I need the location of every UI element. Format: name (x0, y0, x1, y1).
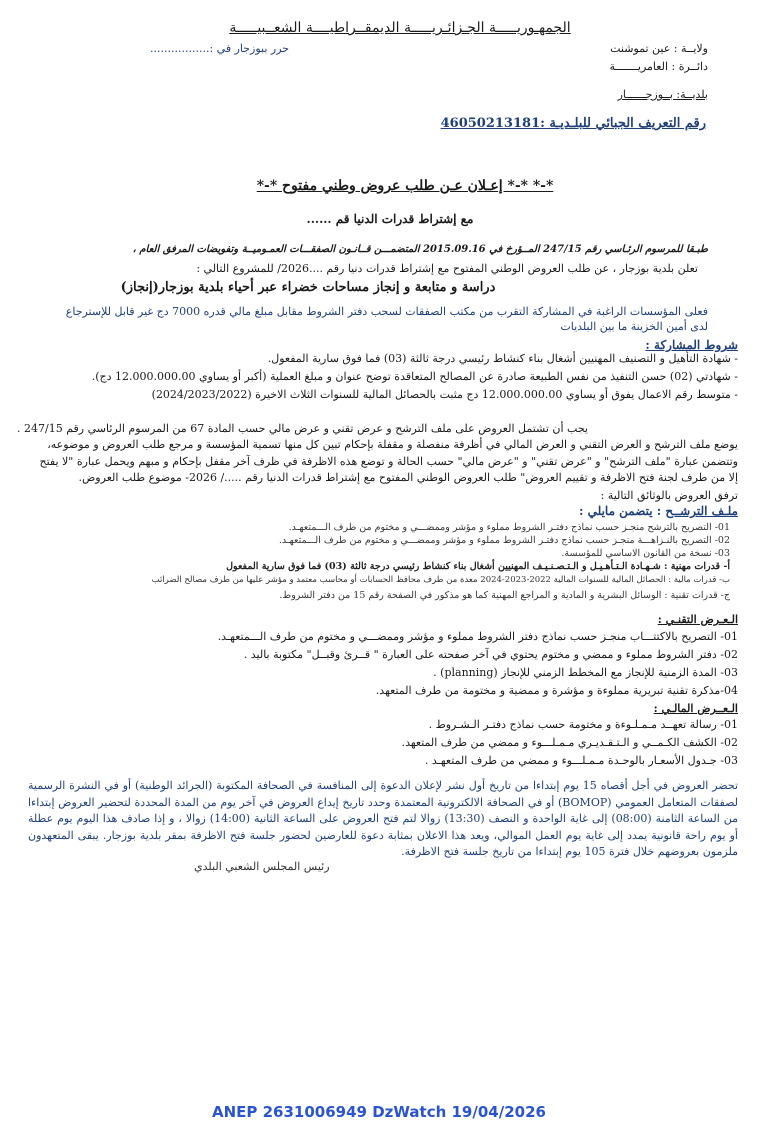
republic-header: الجمهـوريـــــة الجـزائـريـــــة الديمقــراطيــــة الشعــبيـــــة (229, 20, 571, 36)
dossier-item: ب- قدرات مالية : الحصائل المالية للسنوات المالية 2022-2023-2024 معدة من طرف محافظ الحسابات أو محاسب معتمد و مؤشر عليها من طرف مصالح الضرائب (151, 575, 730, 585)
dossier-title-main: ملـف الترشــح (665, 504, 738, 518)
done-at-line: حرر ببوزجار في :................. (150, 42, 290, 55)
deadline-paragraph: تحضر العروض في أجل أقصاه 15 يوم إبتداءا من تاريخ أول نشر لإعلان الدعوة إلى المنافسة في الصحافة المكتوبة (الجرائد الوطنية) أو في النشرة الرسمية لصفقات المتعامل العمومي (BOMOP) أو في الصحافة الالكترونية المعتمدة وحدد تاريخ إيداع العروض في آخر يوم من المدة المحددة لتحضير العروض إبتداءا من الساعة الثامنة (08:00) إلى غاية الواحدة و النصف (13:30) زوالا لتم فتح العروض على الساعة الثانية (14:00) زوالا ، و إذا صادف هذا اليوم يوم عطلة أو يوم راحة قانونية يمدد إلى غاية يوم العمل الموالي، ويعد هذا الاعلان بمثابة دعوة للعارضين لحضور جلسة فتح الاظرفة بمقر بلدية بوزجار. يبقى المتعهدون ملزمون بعروضهم خلال فترة 105 يوم إبتداءا من تاريخ جلسة فتح الاظرفة. (28, 779, 739, 858)
financial-offer-title: الـعــرض المالـي : (653, 702, 738, 715)
technical-item: 04-مذكرة تقنية تبريرية مملوءة و مؤشرة و ممضية و مختومة من طرف المتعهد. (375, 684, 738, 697)
technical-item: 03- المدة الزمنية للإنجاز مع المخطط الزمني للإنجاز (planning) . (433, 666, 738, 679)
technical-item: 02- دفتر الشروط مملوء و ممضي و مختوم يحتوي في آخر صفحته على العبارة " قــرئ وقبــل" مكتوبة باليد . (243, 648, 738, 661)
tax-id-line: رقم التعريف الجبائي للبلـديـة :46050213181 (440, 116, 706, 131)
paragraph: وتتضمن عبارة "ملف الترشح" و "عرض تقني" و "عرض مالي" حسب الحالة و توضع هذه الاظرفة في ظرف آخر مقفل بإحكام و مبهم ويحمل عبارة "لا يفتح (39, 455, 738, 468)
project-title: دراسة و متابعة و إنجاز مساحات خضراء عبر أحياء بلدية بوزجار(إنجاز) (120, 280, 496, 295)
dossier-item: 01- التصريح بالترشح منجـز حسب نماذج دفتـر الشروط مملوء و مؤشر وممضـــي و مختوم من طرف الـــمتعهـد. (288, 522, 730, 533)
financial-item: 03- جـدول الأسعـار بالوحـدة مـمـلـــوء و ممضي من طرف المتعهـد . (424, 754, 738, 767)
dossier-item: أ- قدرات مهنية : شـهـادة الـتـأهـيـل و الـتـصـنـيـف المهنيين أشغال بناء كنشاط رئيسي درجة ثالثة (03) فما فوق سارية المفعول (226, 561, 730, 572)
paragraph: إلا من طرف لجنة فتح الاظرفة و تقييم العروض" طلب العروض الوطني المفتوح مع إشتراط قدرات الدنيا رقم ...../ 2026- موضوع طلب العروض. (78, 471, 738, 484)
dossier-title (579, 504, 738, 518)
paragraph: يوضع ملف الترشح و العرض التقني و العرض المالي في أظرفة منفصلة و مقفلة بإحكام تبين كل منها تسمية المؤسسة و مرجع طلب العروض و موضوعه، (47, 438, 738, 451)
invitation-paragraph: فعلى المؤسسات الراغبة في المشاركة التقرب من مكتب الصفقات لسحب دفتر الشروط مقابل مبلغ مالي قدره 7000 دج غير قابل للإسترجاع لدى أمين الخزينة ما بين البلديات (65, 305, 708, 333)
conditions-title: شروط المشاركة : (645, 338, 738, 352)
condition-item: - شهادة التأهيل و التصنيف المهنيين أشغال بناء كنشاط رئيسي درجة ثالثة (03) فما فوق سارية المفعول. (267, 352, 738, 365)
condition-item: - متوسط رقم الاعمال يفوق أو يساوي 12.000.000.00 دج مثبت بالحصائل المالية للسنوات الثلاث الاخيرة (2024/2023/2022) (151, 388, 738, 401)
signature-line: رئيس المجلس الشعبي البلدي (194, 860, 330, 873)
condition-item: - شهادتي (02) حسن التنفيذ من نفس الطبيعة صادرة عن المصالح المتعاقدة توضح عنوان و مبلغ العملية (أكبر أو يساوي 12.000.000.00 دج). (91, 370, 738, 383)
dossier-item: ج- قدرات تقنية : الوسائل البشرية و المادية و المراجع المهنية كما هو مذكور في الصفحة رقم 15 من دفتر الشروط. (279, 590, 730, 601)
dossier-item: 03- نسخة من القانون الاساسي للمؤسسة. (561, 548, 730, 559)
dossier-item: 02- التصريح بالنـزاهـــة منجـز حسب نماذج دفتـر الشروط مملوء و مؤشر وممضـــي و مختوم من طرف الـــمتعهـد. (278, 535, 730, 546)
financial-item: 01- رسالة تعهــد مـمـلـوءة و مختومة حسب نماذج دفتـر الـشـروط . (428, 718, 738, 731)
paragraph: ترفق العروض بالوثائق التالية : (600, 489, 738, 502)
dossier-title-rest: : يتضمن مايلي : (578, 504, 666, 518)
baladia-line: بلديــة: بــوزجــــــار (617, 88, 708, 101)
announcement-subtitle: مع إشتراط قدرات الدنيا قم ...... (306, 212, 474, 226)
announce-line: تعلن بلدية بوزجار ، عن طلب العروض الوطني المفتوح مع إشتراط قدرات دنيا رقم ....2026/ للمشروع التالي : (196, 262, 698, 275)
announcement-title: *-* *-* إعـلان عـن طلب عروض وطني مفتوح *-* (256, 178, 554, 194)
technical-offer-title: الـعـرض التقنـي : (657, 613, 738, 626)
paragraph: يجب أن تشتمل العروض على ملف الترشح و عرض تقني و عرض مالي حسب المادة 67 من المرسوم الرئاسي رقم 247/15 . (17, 422, 588, 435)
technical-item: 01- التصريح بالاكتتـــاب منجـز حسب نماذج دفتر الشروط مملوء و مؤشر وممضـــي و مختوم من طرف الـــمتعهـد. (217, 630, 738, 643)
legal-reference: طبـقا للمرسوم الرئـاسي رقم 247/15 المــؤرخ في 2015.09.16 المتضمـــن قــانـون الصفقـــات العمـوميــة وتفويضات المرفق العام ، (132, 244, 708, 255)
wilaya-line: ولايــة : عين تموشنت (610, 42, 708, 55)
financial-item: 02- الكشف الكـمــي و الـتـقـديـري مـمـلـــوء و ممضي من طرف المتعهد. (401, 736, 738, 749)
publication-footer: ANEP 2631006949 DzWatch 19/04/2026 (212, 1103, 546, 1121)
daira-line: دائــرة : العامريـــــــة (609, 60, 708, 73)
